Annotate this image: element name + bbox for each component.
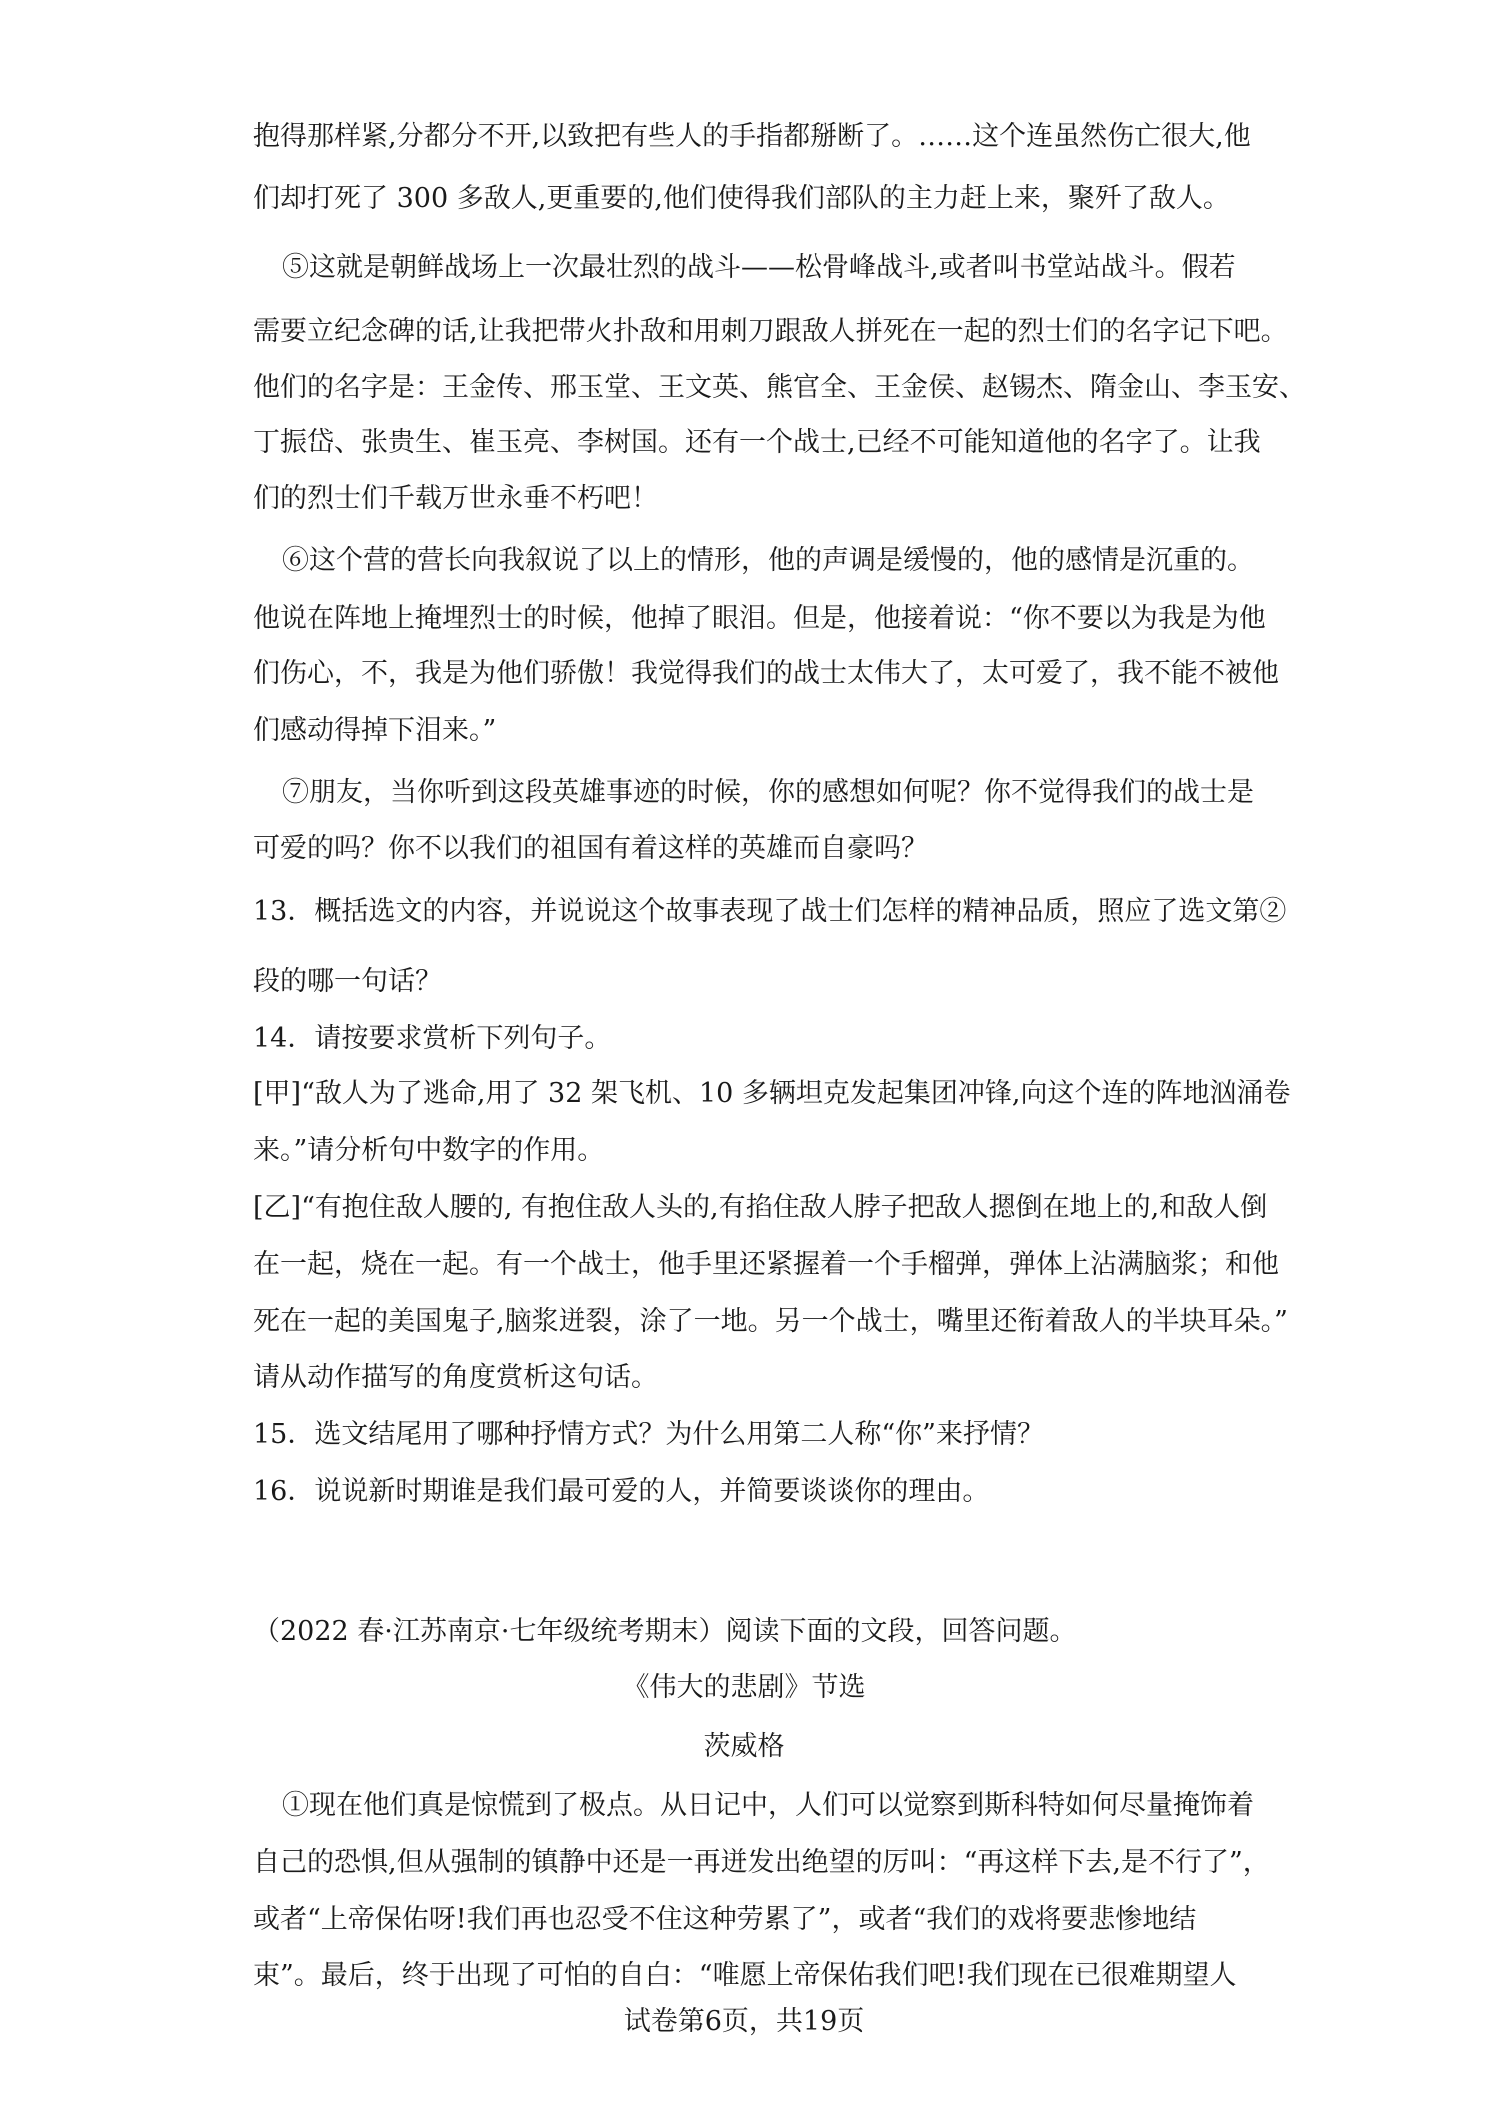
text-line: 们感动得掉下泪来。” (253, 715, 497, 746)
text-line: 自己的恐惧,但从强制的镇静中还是一再迸发出绝望的厉叫：“再这样下去,是不行了”， (253, 1847, 1270, 1878)
text-line: 丁振岱、张贵生、崔玉亮、李树国。还有一个战士,已经不可能知道他的名字了。让我 (253, 427, 1261, 458)
text-line: 来。”请分析句中数字的作用。 (253, 1135, 605, 1166)
text-line: 14．请按要求赏析下列句子。 (253, 1023, 612, 1054)
text-line: 们的烈士们千载万世永垂不朽吧！ (253, 483, 658, 514)
text-line: ①现在他们真是惊慌到了极点。从日记中，人们可以觉察到斯科特如何尽量掩饰着 (282, 1790, 1254, 1821)
section-source-heading: （2022 春·江苏南京·七年级统考期末）阅读下面的文段，回答问题。 (253, 1616, 1077, 1647)
text-line: 他们的名字是：王金传、邢玉堂、王文英、熊官全、王金侯、赵锡杰、隋金山、李玉安、 (253, 372, 1306, 403)
passage-title: 《伟大的悲剧》节选 (622, 1672, 866, 1703)
text-line: 死在一起的美国鬼子,脑浆迸裂，涂了一地。另一个战士，嘴里还衔着敌人的半块耳朵。” (253, 1306, 1288, 1337)
text-line: ⑥这个营的营长向我叙说了以上的情形，他的声调是缓慢的，他的感情是沉重的。 (282, 545, 1254, 576)
text-line: [乙]“有抱住敌人腰的, 有抱住敌人头的,有掐住敌人脖子把敌人摁倒在地上的,和敌人倒 (253, 1192, 1268, 1223)
text-line: 在一起，烧在一起。有一个战士，他手里还紧握着一个手榴弹，弹体上沾满脑浆；和他 (253, 1249, 1279, 1280)
text-line: 请从动作描写的角度赏析这句话。 (253, 1362, 658, 1393)
text-line: 他说在阵地上掩埋烈士的时候，他掉了眼泪。但是，他接着说：“你不要以为我是为他 (253, 603, 1266, 634)
passage-author: 茨威格 (703, 1731, 785, 1762)
text-line: 或者“上帝保佑呀!我们再也忍受不住这种劳累了”，或者“我们的戏将要悲惨地结 (253, 1904, 1197, 1935)
text-line: 16．说说新时期谁是我们最可爱的人，并简要谈谈你的理由。 (253, 1476, 990, 1507)
text-line: 们伤心，不，我是为他们骄傲！我觉得我们的战士太伟大了，太可爱了，我不能不被他 (253, 658, 1279, 689)
text-line: 15．选文结尾用了哪种抒情方式？为什么用第二人称“你”来抒情？ (253, 1419, 1044, 1450)
text-line: ⑦朋友，当你听到这段英雄事迹的时候，你的感想如何呢？你不觉得我们的战士是 (282, 777, 1254, 808)
text-line: 段的哪一句话？ (253, 966, 442, 997)
text-line: 可爱的吗？你不以我们的祖国有着这样的英雄而自豪吗？ (253, 833, 928, 864)
page-footer: 试卷第6页，共19页 (623, 2006, 865, 2037)
text-line: 13．概括选文的内容，并说说这个故事表现了战士们怎样的精神品质，照应了选文第② (253, 896, 1287, 927)
text-line: ⑤这就是朝鲜战场上一次最壮烈的战斗——松骨峰战斗,或者叫书堂站战斗。假若 (282, 252, 1236, 283)
text-line: 束”。最后，终于出现了可怕的自白：“唯愿上帝保佑我们吧!我们现在已很难期望人 (253, 1960, 1237, 1991)
text-line: 们却打死了 300 多敌人,更重要的,他们使得我们部队的主力赶上来，聚歼了敌人。 (253, 183, 1230, 214)
text-line: [甲]“敌人为了逃命,用了 32 架飞机、10 多辆坦克发起集团冲锋,向这个连的阵地汹涌卷 (253, 1078, 1291, 1109)
text-line: 需要立纪念碑的话,让我把带火扑敌和用刺刀跟敌人拼死在一起的烈士们的名字记下吧。 (253, 316, 1288, 347)
text-line: 抱得那样紧,分都分不开,以致把有些人的手指都掰断了。……这个连虽然伤亡很大,他 (253, 121, 1251, 152)
